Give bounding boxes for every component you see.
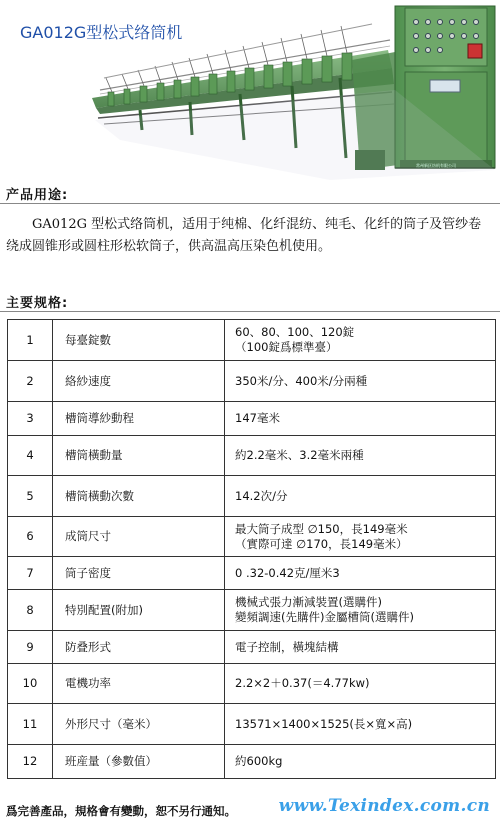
spec-value — [225, 704, 496, 745]
table-row — [8, 557, 496, 590]
specs-table — [7, 319, 496, 779]
spec-value-line: 機械式張力漸減裝置(選購件) — [235, 595, 382, 609]
table-row — [8, 590, 496, 631]
spec-number: 11 — [8, 704, 53, 745]
spec-value — [225, 557, 496, 590]
spec-number: 7 — [8, 557, 53, 590]
spec-value — [225, 590, 496, 631]
table-row — [8, 361, 496, 402]
spec-value — [225, 436, 496, 476]
spec-number: 5 — [8, 476, 53, 517]
spec-item: 特別配置(附加) — [53, 590, 225, 631]
table-row — [8, 320, 496, 361]
usage-description: GA012G 型松式络筒机，适用于纯棉、化纤混纺、纯毛、化纤的筒子及管纱卷绕成圆锥形或圆柱形松软筒子，供高温高压染色机使用。 — [6, 217, 482, 254]
spec-value-line: 最大筒子成型 ∅150，長149毫米 — [235, 521, 408, 536]
spec-value-line: 約600kg — [235, 754, 283, 768]
spec-number: 9 — [8, 631, 53, 664]
table-row — [8, 664, 496, 704]
spec-value — [225, 476, 496, 517]
table-row — [8, 704, 496, 745]
spec-value-line: 2.2×2＋0.37(＝4.77kw) — [235, 676, 370, 690]
spec-item: 絡紗速度 — [53, 361, 225, 402]
table-row — [8, 402, 496, 436]
company-plate: 常州新区纺机有限公司 — [416, 163, 456, 168]
spec-value — [225, 361, 496, 402]
spec-value — [225, 517, 496, 557]
usage-heading: 产品用途: — [6, 188, 69, 203]
spec-number: 4 — [8, 436, 53, 476]
table-row — [8, 745, 496, 779]
spec-item: 筒子密度 — [53, 557, 225, 590]
footer-note: 爲完善產品，規格會有變動，恕不另行通知。 — [6, 804, 236, 818]
spec-item: 槽筒橫動量 — [53, 436, 225, 476]
spec-item: 班産量（參數值） — [53, 745, 225, 779]
spec-item: 電機功率 — [53, 664, 225, 704]
spec-value — [225, 745, 496, 779]
spec-number: 10 — [8, 664, 53, 704]
spec-value-line: 60、80、100、120錠 — [235, 325, 355, 339]
specs-heading: 主要规格: — [6, 296, 69, 311]
spec-value-line: 13571×1400×1525(長×寬×高) — [235, 716, 413, 731]
spec-value — [225, 402, 496, 436]
table-row — [8, 517, 496, 557]
spec-number: 12 — [8, 745, 53, 779]
usage-divider — [0, 203, 500, 204]
spec-item: 槽筒導紗動程 — [53, 402, 225, 436]
spec-number: 6 — [8, 517, 53, 557]
spec-item: 每臺錠數 — [53, 320, 225, 361]
spec-value-line: 147毫米 — [235, 411, 280, 425]
website-watermark: www.Texindex.com.cn — [278, 796, 490, 816]
spec-value — [225, 631, 496, 664]
spec-number: 8 — [8, 590, 53, 631]
spec-value-line: 變頻調速(先購件)金屬槽筒(選購件) — [235, 610, 414, 624]
spec-value — [225, 320, 496, 361]
spec-item: 成筒尺寸 — [53, 517, 225, 557]
spec-value-line: （100錠爲標準臺） — [235, 340, 338, 354]
spec-value-line: 14.2次/分 — [235, 488, 288, 503]
spec-value-line: （實際可達 ∅170，長149毫米） — [235, 536, 408, 551]
spec-number: 1 — [8, 320, 53, 361]
specs-divider — [0, 311, 500, 312]
page-title: GA012G型松式络筒机 — [20, 23, 183, 42]
spec-item: 防叠形式 — [53, 631, 225, 664]
spec-value-line: 電子控制，橫塊結構 — [235, 639, 339, 654]
spec-number: 3 — [8, 402, 53, 436]
table-row — [8, 436, 496, 476]
spec-value-line: 約2.2毫米、3.2毫米兩種 — [235, 448, 364, 462]
spec-value — [225, 664, 496, 704]
spec-value-line: 0 .32-0.42克/厘米3 — [235, 565, 340, 580]
spec-item: 外形尺寸（毫米） — [53, 704, 225, 745]
spec-item: 槽筒橫動次數 — [53, 476, 225, 517]
spec-number: 2 — [8, 361, 53, 402]
spec-value-line: 350米/分、400米/分兩種 — [235, 373, 368, 388]
table-row — [8, 476, 496, 517]
table-row — [8, 631, 496, 664]
